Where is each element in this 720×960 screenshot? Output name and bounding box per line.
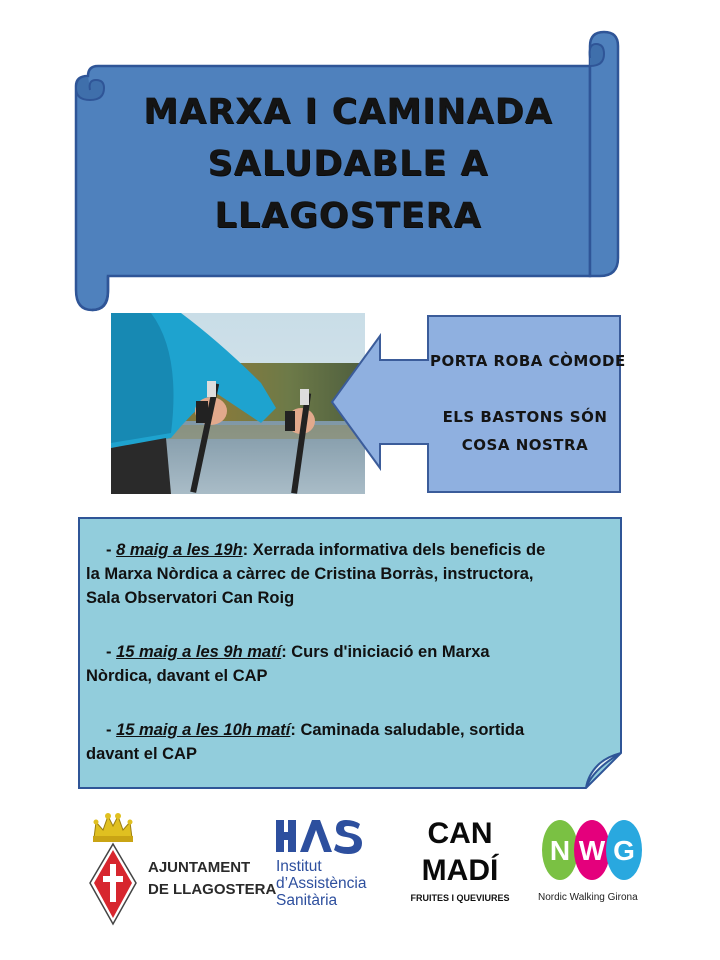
event-1-prefix: -	[106, 541, 117, 559]
nwg-letter-g: G	[613, 835, 635, 866]
event-3-prefix: -	[106, 721, 117, 739]
nordic-walking-photo	[111, 313, 365, 494]
event-3-desc: : Caminada saludable, sortida	[290, 721, 525, 739]
callout-line-3: COSA NOSTRA	[461, 436, 589, 454]
event-3-date: 15 maig a les 10h matí	[116, 721, 291, 739]
nwg-caption: Nordic Walking Girona	[538, 892, 638, 903]
nwg-letter-n: N	[549, 835, 571, 866]
can-madi-line-1: CAN	[427, 817, 493, 850]
event-2-line2: Nòrdica, davant el CAP	[86, 667, 268, 685]
event-2-date: 15 maig a les 9h matí	[116, 643, 282, 661]
title-line-2: SALUDABLE A	[207, 144, 489, 184]
can-madi-line-2: MADÍ	[421, 854, 499, 887]
ias-logo-icon	[274, 818, 366, 854]
event-2	[86, 640, 606, 688]
ias-logo-text	[276, 858, 366, 909]
nwg-letter-w: W	[578, 835, 606, 866]
nwg-logo-icon	[540, 810, 644, 892]
callout-arrow-box	[330, 314, 626, 494]
callout-line-1: PORTA ROBA CÒMODE	[430, 352, 626, 370]
event-1-desc: : Xerrada informativa dels beneficis de	[242, 541, 546, 559]
ajuntament-logo-text	[148, 857, 276, 901]
can-madi-subtitle: FRUITES I QUEVIURES	[410, 893, 510, 903]
event-1-date: 8 maig a les 19h	[116, 541, 243, 559]
callout-line-2: ELS BASTONS SÓN	[442, 408, 608, 426]
event-2-desc: : Curs d'iniciació en Marxa	[281, 643, 490, 661]
event-1-line3: Sala Observatori Can Roig	[86, 589, 295, 607]
event-2-prefix: -	[106, 643, 117, 661]
event-1-line2: la Marxa Nòrdica a càrrec de Cristina Borràs, instructora,	[86, 565, 534, 583]
event-3-line2: davant el CAP	[86, 745, 197, 763]
ias-line-1: Institut	[276, 858, 322, 875]
title-line-1: MARXA I CAMINADA	[143, 92, 553, 132]
event-3	[86, 718, 606, 766]
ias-line-2: d’Assistència	[276, 875, 367, 892]
can-madi-logo	[398, 815, 522, 905]
ias-line-3: Sanitària	[276, 892, 338, 909]
ajuntament-line-2: DE LLAGOSTERA	[148, 881, 277, 898]
llagostera-coat-of-arms-icon	[88, 808, 138, 926]
event-1	[86, 538, 606, 610]
title-line-3: LLAGOSTERA	[214, 196, 482, 236]
title-block	[118, 86, 578, 242]
ajuntament-line-1: AJUNTAMENT	[148, 859, 251, 876]
